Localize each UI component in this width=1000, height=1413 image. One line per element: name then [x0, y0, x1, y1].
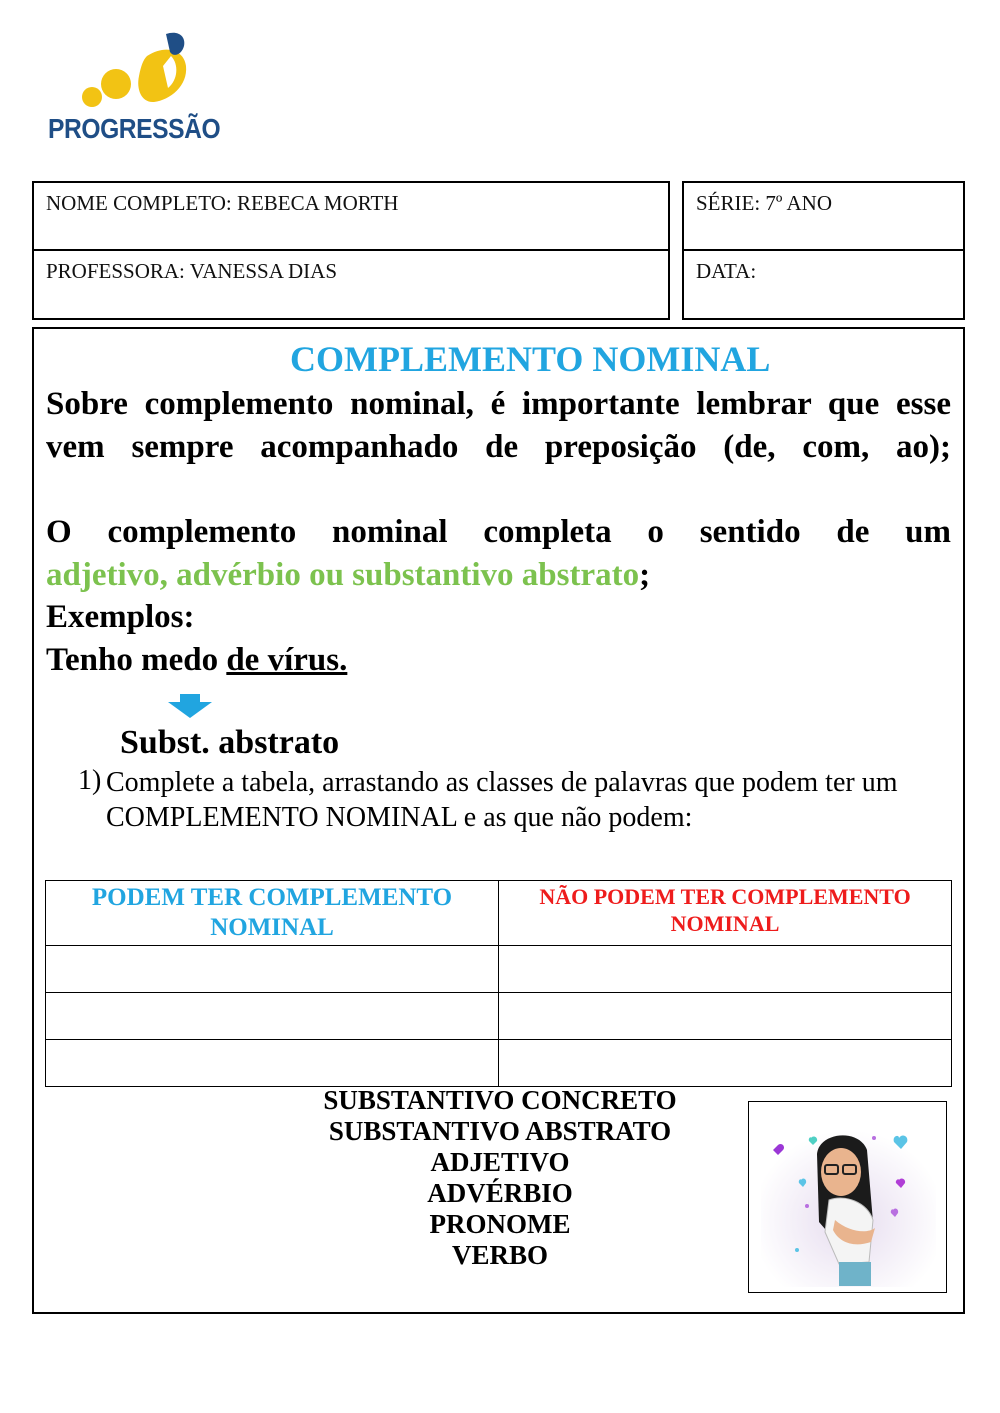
word-adjetivo[interactable]: ADJETIVO: [430, 1147, 570, 1177]
page-title: COMPLEMENTO NOMINAL: [290, 339, 771, 379]
teacher-field[interactable]: PROFESSORA: VANESSA DIAS: [46, 259, 337, 283]
question-text: Complete a tabela, arrastando as classes de palavras que podem ter um COMPLEMENTO NOMINAL e as que não podem:: [106, 767, 898, 833]
example-start: Tenho medo: [46, 642, 219, 678]
column-header-can: PODEM TER COMPLEMENTO NOMINAL: [46, 881, 499, 946]
sorting-table: [45, 880, 952, 1087]
drop-cell-cannot[interactable]: [499, 1040, 952, 1087]
word-adverbio[interactable]: ADVÉRBIO: [427, 1178, 573, 1208]
drop-cell-can[interactable]: [46, 1040, 499, 1087]
word-substantivo-abstrato[interactable]: SUBSTANTIVO ABSTRATO: [328, 1116, 672, 1146]
word-substantivo-concreto[interactable]: SUBSTANTIVO CONCRETO: [323, 1085, 677, 1115]
example-sentence: [46, 639, 951, 682]
examples-label: Exemplos:: [46, 599, 195, 635]
down-arrow-icon: [166, 694, 214, 720]
date-field[interactable]: DATA:: [696, 259, 757, 283]
drop-cell-cannot[interactable]: [499, 993, 952, 1040]
drop-cell-cannot[interactable]: [499, 946, 952, 993]
logo-text: PROGRESSÃO: [48, 113, 221, 144]
word-bank: [300, 1085, 700, 1271]
word-verbo[interactable]: VERBO: [451, 1240, 549, 1270]
example-complement: de vírus.: [226, 642, 348, 678]
grade-field[interactable]: SÉRIE: 7º ANO: [696, 191, 833, 215]
name-field[interactable]: NOME COMPLETO: REBECA MORTH: [46, 191, 399, 215]
intro-paragraph: Sobre complemento nominal, é importante lembrar que esse vem sempre acompanhado de preposição (de, com, ao);: [46, 386, 951, 465]
avatar-image: [748, 1101, 947, 1293]
definition-start: O complemento nominal completa o sentido de um: [46, 514, 951, 550]
definition-end: ;: [639, 557, 651, 593]
avatar-illustration-icon: [749, 1102, 946, 1292]
definition-paragraph: [46, 511, 951, 554]
word-pronome[interactable]: PRONOME: [429, 1209, 571, 1239]
annotation-label: Subst. abstrato: [120, 724, 340, 761]
definition-highlight: adjetivo, advérbio ou substantivo abstrato: [46, 557, 640, 593]
question-number: 1): [78, 765, 102, 796]
drop-cell-can[interactable]: [46, 993, 499, 1040]
definition-paragraph-line2: [46, 554, 951, 597]
column-header-cannot: NÃO PODEM TER COMPLEMENTO NOMINAL: [499, 881, 952, 946]
drop-cell-can[interactable]: [46, 946, 499, 993]
